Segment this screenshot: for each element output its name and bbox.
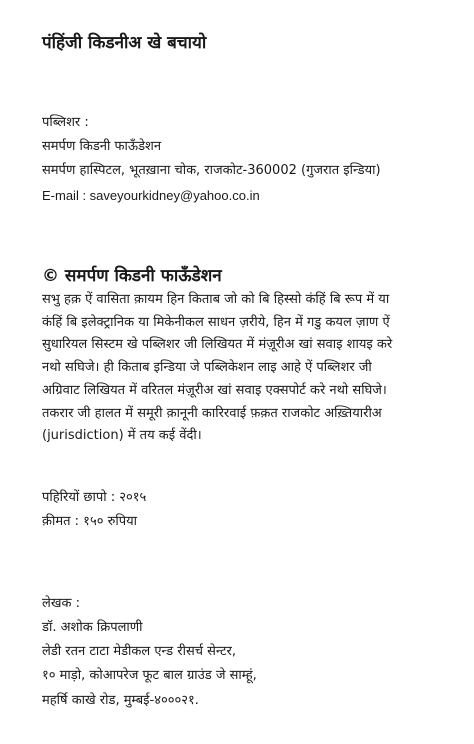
- author-address-line-1: लेडी रतन टाटा मेडीकल एन्ड रीसर्च सेन्टर,: [42, 644, 237, 659]
- copyright-line: (jurisdiction) में तय कई वेंदी।: [42, 428, 202, 444]
- copyright-line: सभु हक़ ऐं वासिता क़ायम हिन किताब जो को बि हिस्सो कंहिं बि रूप में या: [42, 292, 390, 307]
- publisher-name: समर्पण किडनी फाऊँडेशन: [42, 139, 162, 154]
- publisher-email: E-mail : saveyourkidney@yahoo.co.in: [42, 188, 260, 203]
- copyright-line: अग्रिवाट लिखियत में वरितल मंज़ूरीअ खां सवाइ एक्सपोर्ट करे नथो सघिजे।: [42, 382, 387, 398]
- author-address-line-3: महर्षि काखे रोड, मुम्बई-४०००२१.: [42, 693, 199, 708]
- price-line: क़ीमत : १५० रुपिया: [42, 514, 138, 529]
- publisher-address: समर्पण हास्पिटल, भूतख़ाना चोक, राजकोट-360002 (गुजरात इन्डिया): [42, 163, 381, 178]
- copyright-line: तकरार जी हालत में समूरी क़ानूनी कारिरवाई फ़क़त राजकोट अख़्तियारीअ: [42, 405, 382, 421]
- author-address-line-2: १० माड़ो, कोआपरेज फूट बाल ग्राउंड जे साम्हूं,: [42, 668, 257, 683]
- copyright-line: कंहिं बि इलेक्ट्रानिक या मिकेनीकल साधन ज़रीये, हिन में गडु कयल ज़ाण ऐं: [42, 314, 390, 330]
- author-label: लेखक :: [42, 596, 80, 611]
- copyright-heading: © समर्पण किडनी फाऊँडेशन: [42, 266, 222, 286]
- copyright-line: सुधारियल सिस्टम खे पब्लिशर जी लिखियत में मंज़ूरीअ खां सवाइ शायइ करे: [42, 337, 393, 353]
- book-title: पंहिंजी किडनीअ खे बचायो: [42, 33, 207, 53]
- publisher-label: पब्लिशर :: [42, 115, 89, 130]
- copyright-line: नथो सघिजे। ही किताब इन्डिया जे पब्लिकेशन लाइ आहे ऐं पब्लिशर जी: [42, 360, 372, 376]
- edition-line: पहिरियों छापो : २०१५: [42, 490, 147, 505]
- author-name: डॉ. अशोक क्रिपलाणी: [42, 620, 143, 635]
- copyright-notice: [42, 289, 452, 448]
